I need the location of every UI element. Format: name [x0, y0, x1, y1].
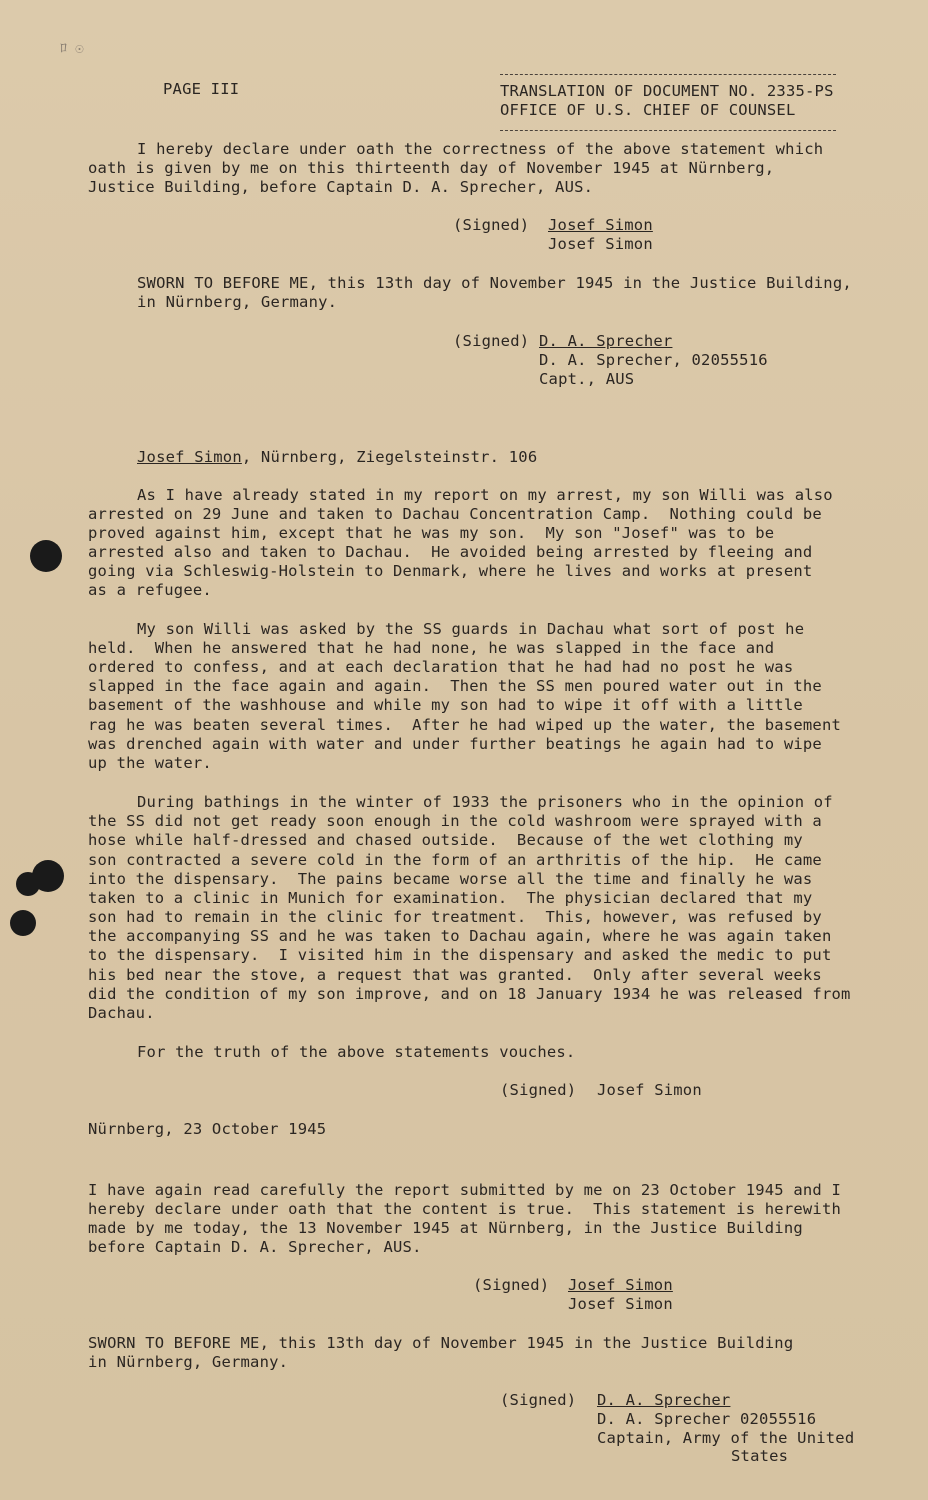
handwritten-mark: ﾛ ☉ [60, 41, 84, 57]
body-line: held. When he answered that he had none, he was slapped in the face and [88, 639, 775, 657]
signer-name: Josef Simon [548, 235, 653, 253]
body-line: basement of the washhouse and while my son had to wipe it off with a little [88, 696, 803, 714]
punch-hole-icon [10, 910, 36, 936]
body-line: son had to remain in the clinic for treatment. This, however, was refused by [88, 908, 822, 926]
body-line: into the dispensary. The pains became worse all the time and finally he was [88, 870, 813, 888]
body-line: ordered to confess, and at each declaration that he had had no post he was [88, 658, 794, 676]
signer-line: Capt., AUS [539, 370, 635, 388]
body-line: was drenched again with water and under further beatings he again had to wipe [88, 735, 822, 753]
truth-line: For the truth of the above statements vouches. [137, 1043, 576, 1061]
signature: D. A. Sprecher [597, 1391, 731, 1409]
body-line: to the dispensary. I visited him in the dispensary and asked the medic to put [88, 946, 832, 964]
signed-label: (Signed) [453, 332, 530, 350]
body-line: hose while half-dressed and chased outside. Because of the wet clothing my [88, 831, 803, 849]
body-line: taken to a clinic in Munich for examination. The physician declared that my [88, 889, 813, 907]
translation-line: TRANSLATION OF DOCUMENT NO. 2335-PS [500, 82, 834, 100]
body-line: the SS did not get ready soon enough in the cold washroom were sprayed with a [88, 812, 822, 830]
punch-hole-icon [30, 540, 62, 572]
signer-line: States [731, 1447, 789, 1465]
body-line: son contracted a severe cold in the form of an arthritis of the hip. He came [88, 851, 822, 869]
address-rest: , Nürnberg, Ziegelsteinstr. 106 [241, 448, 538, 466]
signer-line: D. A. Sprecher, 02055516 [539, 351, 768, 369]
signature: D. A. Sprecher [539, 332, 673, 350]
body-line: arrested on 29 June and taken to Dachau Concentration Camp. Nothing could be [88, 505, 822, 523]
body-line: up the water. [88, 754, 212, 772]
body-line: as a refugee. [88, 581, 212, 599]
sworn-line: in Nürnberg, Germany. [88, 1353, 289, 1371]
signed-label: (Signed) [500, 1391, 577, 1409]
body-line: did the condition of my son improve, and on 18 January 1934 he was released from [88, 985, 851, 1003]
signer-name: Josef Simon [597, 1081, 702, 1099]
body-line: made by me today, the 13 November 1945 at Nürnberg, in the Justice Building [88, 1219, 803, 1237]
address-line [137, 448, 537, 467]
oath1-line: I hereby declare under oath the correctness of the above statement which [137, 140, 824, 158]
oath1-line: Justice Building, before Captain D. A. Sprecher, AUS. [88, 178, 594, 196]
sworn-line: SWORN TO BEFORE ME, this 13th day of November 1945 in the Justice Building [88, 1334, 794, 1352]
body-line: going via Schleswig-Holstein to Denmark, where he lives and works at present [88, 562, 813, 580]
header-divider-bottom [500, 130, 836, 131]
body-line: arrested also and taken to Dachau. He avoided being arrested by fleeing and [88, 543, 813, 561]
signer-line: D. A. Sprecher 02055516 [597, 1410, 817, 1428]
office-line: OFFICE OF U.S. CHIEF OF COUNSEL [500, 101, 796, 119]
signature: Josef Simon [568, 1276, 673, 1294]
address-name: Josef Simon [137, 448, 242, 466]
signed-label: (Signed) [473, 1276, 550, 1294]
place-date: Nürnberg, 23 October 1945 [88, 1120, 327, 1138]
body-line: his bed near the stove, a request that was granted. Only after several weeks [88, 966, 822, 984]
body-line: before Captain D. A. Sprecher, AUS. [88, 1238, 422, 1256]
signer-name: Josef Simon [568, 1295, 673, 1313]
sworn-line: in Nürnberg, Germany. [137, 293, 338, 311]
punch-hole-icon [16, 872, 40, 896]
body-line: During bathings in the winter of 1933 the prisoners who in the opinion of [137, 793, 833, 811]
signed-label: (Signed) [453, 216, 530, 234]
sworn-line: SWORN TO BEFORE ME, this 13th day of November 1945 in the Justice Building, [137, 274, 852, 292]
body-line: Dachau. [88, 1004, 155, 1022]
body-line: slapped in the face again and again. Then the SS men poured water out in the [88, 677, 822, 695]
body-line: rag he was beaten several times. After he had wiped up the water, the basement [88, 716, 842, 734]
body-line: As I have already stated in my report on my arrest, my son Willi was also [137, 486, 833, 504]
page-label: PAGE III [163, 80, 240, 98]
signature: Josef Simon [548, 216, 653, 234]
body-line: the accompanying SS and he was taken to Dachau again, where he was again taken [88, 927, 832, 945]
body-line: My son Willi was asked by the SS guards in Dachau what sort of post he [137, 620, 805, 638]
signed-label: (Signed) [500, 1081, 577, 1099]
oath1-line: oath is given by me on this thirteenth day of November 1945 at Nürnberg, [88, 159, 775, 177]
body-line: I have again read carefully the report submitted by me on 23 October 1945 and I [88, 1181, 842, 1199]
body-line: hereby declare under oath that the content is true. This statement is herewith [88, 1200, 842, 1218]
body-line: proved against him, except that he was my son. My son "Josef" was to be [88, 524, 775, 542]
signer-line: Captain, Army of the United [597, 1429, 855, 1447]
header-divider-top [500, 74, 836, 75]
